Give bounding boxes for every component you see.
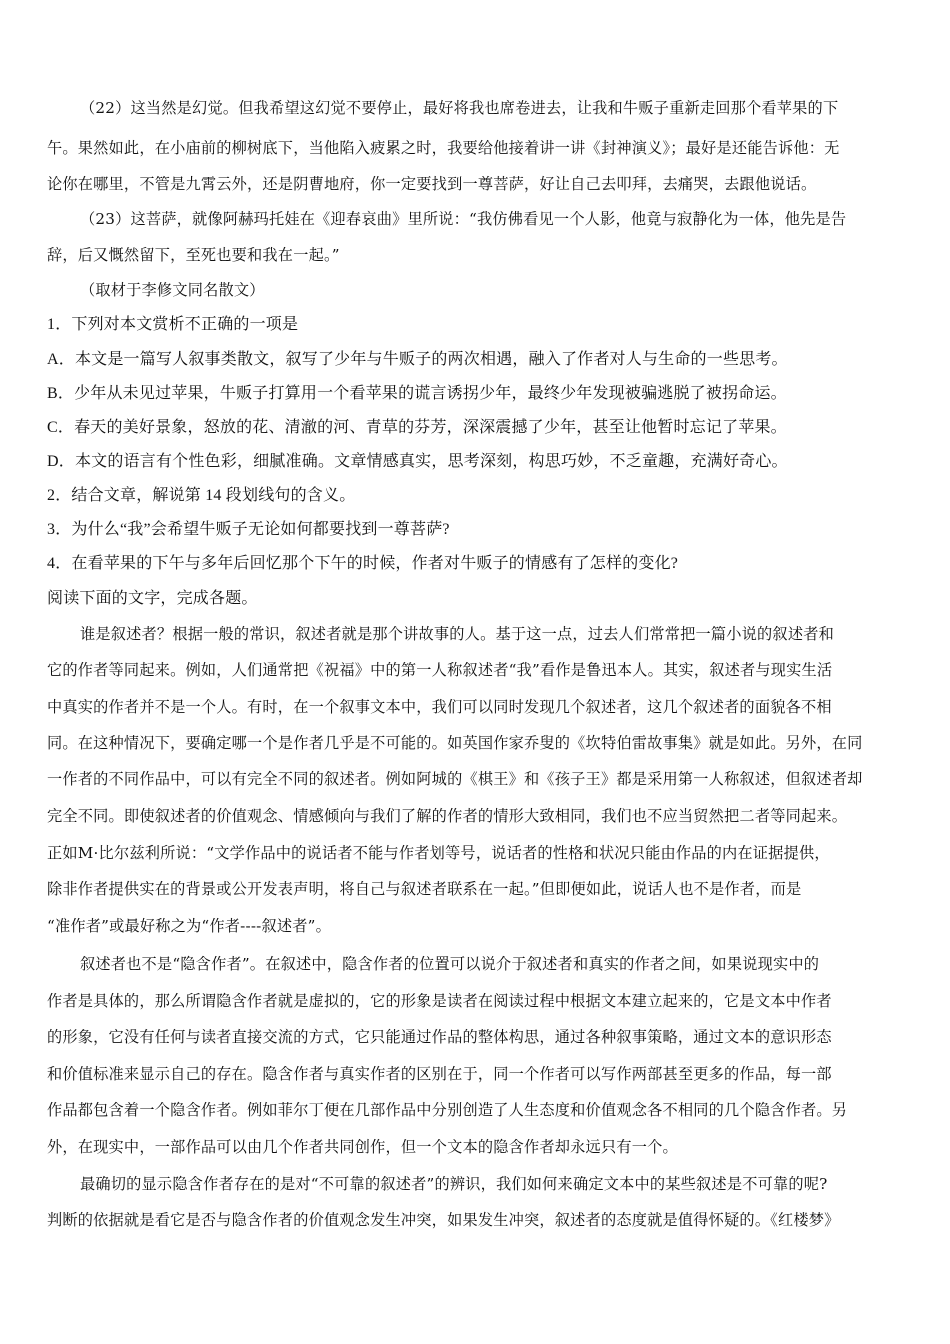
article2-para1-line-5: 一作者的不同作品中，可以有完全不同的叙述者。例如阿城的《棋王》和《孩子王》都是采用第一人称叙述，但叙述者却 (47, 770, 863, 788)
article2-para1-line-2: 它的作者等同起来。例如，人们通常把《祝福》中的第一人称叙述者“我”看作是鲁迅本人。其实，叙述者与现实生活 (47, 661, 833, 679)
article2-para1-line-8: 除非作者提供实在的背景或公开发表声明，将自己与叙述者联系在一起。”但即便如此，说话人也不是作者，而是 (47, 880, 802, 898)
article2-para2-line-1: 叙述者也不是“隐含作者”。在叙述中，隐含作者的位置可以说介于叙述者和真实的作者之间，如果说现实中的 (80, 955, 820, 973)
paragraph-22-line-2: 午。果然如此，在小庙前的柳树底下，当他陷入疲累之时，我要给他接着讲一讲《封神演义》；最好是还能告诉他：无 (47, 139, 840, 157)
article2-para1-line-1: 谁是叙述者？根据一般的常识，叙述者就是那个讲故事的人。基于这一点，过去人们常常把一篇小说的叙述者和 (80, 625, 834, 643)
source-note: （取材于李修文同名散文） (80, 281, 265, 299)
article2-para2-line-4: 和价值标准来显示自己的存在。隐含作者与真实作者的区别在于，同一个作者可以写作两部甚至更多的作品，每一部 (47, 1065, 832, 1083)
paragraph-22-line-3: 论你在哪里，不管是九霄云外，还是阴曹地府，你一定要找到一尊菩萨，好让自己去叩拜，去痛哭，去跟他说话。 (47, 175, 817, 193)
article2-para1-line-7: 正如M·比尔兹利所说：“文学作品中的说话者不能与作者划等号，说话者的性格和状况只能由作品的内在证据提供， (47, 844, 830, 862)
question-4: 4．在看苹果的下午与多年后回忆那个下午的时候，作者对牛贩子的情感有了怎样的变化? (47, 555, 679, 572)
article2-para2-line-6: 外，在现实中，一部作品可以由几个作者共同创作，但一个文本的隐含作者却永远只有一个。 (47, 1138, 678, 1156)
article2-para1-line-9: “准作者”或最好称之为“作者----叙述者”。 (47, 917, 331, 935)
option-a: A．本文是一篇写人叙事类散文，叙写了少年与牛贩子的两次相遇，融入了作者对人与生命的一些思考。 (47, 351, 788, 368)
article2-para1-line-4: 同。在这种情况下，要确定哪一个是作者几乎是不可能的。如英国作家乔叟的《坎特伯雷故事集》就是如此。另外，在同 (47, 734, 863, 752)
article2-para2-line-5: 作品都包含着一个隐含作者。例如菲尔丁便在几部作品中分别创造了人生态度和价值观念各不相同的几个隐含作者。另 (47, 1101, 848, 1119)
question-3: 3．为什么“我”会希望牛贩子无论如何都要找到一尊菩萨? (47, 521, 450, 538)
question-1: 1．下列对本文赏析不正确的一项是 (47, 316, 299, 333)
paragraph-22-line-1: （22）这当然是幻觉。但我希望这幻觉不要停止，最好将我也席卷进去，让我和牛贩子重新走回那个看苹果的下 (80, 99, 839, 117)
article2-para1-line-3: 中真实的作者并不是一个人。有时，在一个叙事文本中，我们可以同时发现几个叙述者，这几个叙述者的面貌各不相 (47, 698, 832, 716)
option-b: B．少年从未见过苹果，牛贩子打算用一个看苹果的谎言诱拐少年，最终少年发现被骗逃脱了被拐命运。 (47, 385, 787, 402)
article2-para3-line-1: 最确切的显示隐含作者存在的是对“不可靠的叙述者”的辨识，我们如何来确定文本中的某些叙述是不可靠的呢? (80, 1175, 828, 1193)
paragraph-23-line-2: 辞，后又慨然留下，至死也要和我在一起。” (47, 246, 340, 264)
article2-para1-line-6: 完全不同。即使叙述者的价值观念、情感倾向与我们了解的作者的情形大致相同，我们也不应当贸然把二者等同起来。 (47, 807, 848, 825)
option-d: D．本文的语言有个性色彩，细腻准确。文章情感真实，思考深刻，构思巧妙，不乏童趣，充满好奇心。 (47, 453, 788, 470)
option-c: C．春天的美好景象，怒放的花、清澈的河、青草的芬芳，深深震撼了少年，甚至让他暂时忘记了苹果。 (47, 419, 787, 436)
reading-instruction: 阅读下面的文字，完成各题。 (47, 590, 258, 607)
paragraph-23-line-1: （23）这菩萨，就像阿赫玛托娃在《迎春哀曲》里所说：“我仿佛看见一个人影，他竟与寂静化为一体，他先是告 (80, 210, 847, 228)
article2-para2-line-2: 作者是具体的，那么所谓隐含作者就是虚拟的，它的形象是读者在阅读过程中根据文本建立起来的，它是文本中作者 (47, 992, 832, 1010)
article2-para2-line-3: 的形象，它没有任何与读者直接交流的方式，它只能通过作品的整体构思，通过各种叙事策略，通过文本的意识形态 (47, 1028, 832, 1046)
article2-para3-line-2: 判断的依据就是看它是否与隐含作者的价值观念发生冲突，如果发生冲突，叙述者的态度就是值得怀疑的。《红楼梦》 (47, 1211, 840, 1229)
question-2: 2．结合文章，解说第 14 段划线句的含义。 (47, 487, 356, 504)
